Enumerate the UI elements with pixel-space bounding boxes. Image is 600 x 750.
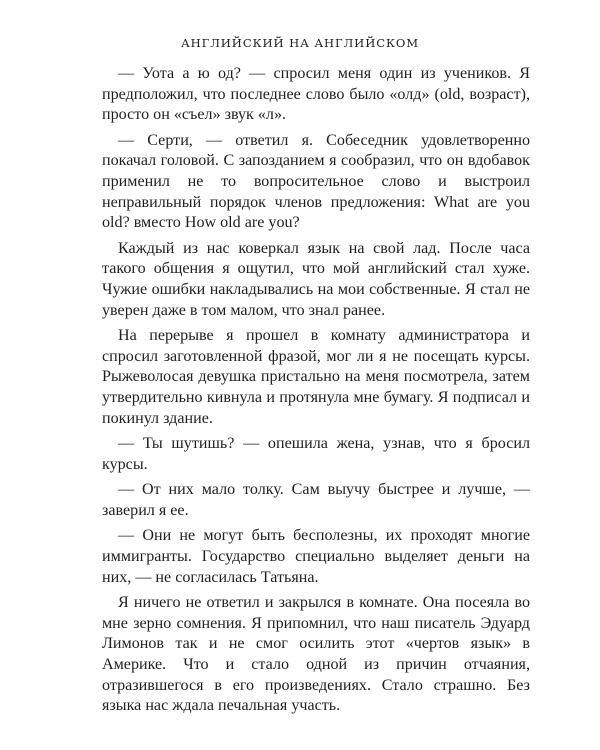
paragraph-4: На перерыве я прошел в комнату администратора и спросил заготовленной фразой, мог ли я не посещать курсы. Рыжеволосая девушка пристально на меня посмотрела, затем утвердительно кивнула и протянула мне бумагу. Я подписал и покинул здание.: [102, 327, 530, 427]
paragraph-2: — Серти, — ответил я. Собеседник удовлетворенно покачал головой. С запозданием я сообразил, что он вдобавок применил не то вопросительное слово и выстроил неправильный порядок членов предложения: What are you old? вместо How old are you?: [102, 131, 530, 232]
body-text: [102, 64, 530, 722]
paragraph-7: — Они не могут быть бесполезны, их проходят многие иммигранты. Государство специально выделяет деньги на них, — не согласилась Татьяна.: [102, 527, 530, 586]
paragraph-8: Я ничего не ответил и закрылся в комнате. Она посеяла во мне зерно сомнения. Я припомнил, что наш писатель Эдуард Лимонов так и не смог осилить этот «чертов язык» в Америке. Что и стало одной из причин отчаяния, отразившегося в его произведениях. Стало страшно. Без языка нас ждала печальная участь.: [102, 594, 530, 715]
running-header: АНГЛИЙСКИЙ НА АНГЛИЙСКОМ: [180, 36, 420, 50]
paragraph-3: Каждый из нас коверкал язык на свой лад. После часа такого общения я ощутил, что мой английский стал хуже. Чужие ошибки накладывались на мои собственные. Я стал не уверен даже в том малом, что знал ранее.: [102, 239, 530, 319]
paragraph-5: — Ты шутишь? — опешила жена, узнав, что я бросил курсы.: [102, 435, 530, 473]
paragraph-6: — От них мало толку. Сам выучу быстрее и лучше, — заверил я ее.: [102, 481, 530, 519]
paragraph-1: — Уота а ю од? — спросил меня один из учеников. Я предположил, что последнее слово было «олд» (old, возраст), просто он «съел» звук «л».: [102, 65, 530, 124]
